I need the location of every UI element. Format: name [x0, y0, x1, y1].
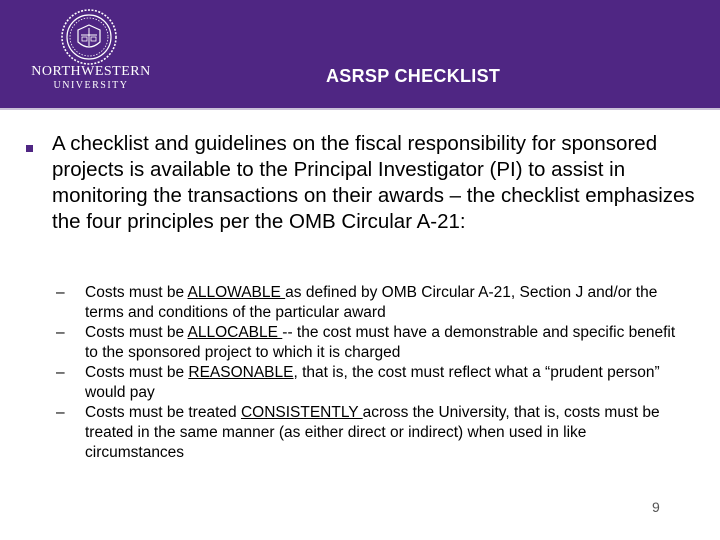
item-keyword: CONSISTENTLY: [240, 404, 363, 421]
item-prefix: Costs must be: [85, 324, 188, 341]
dash-bullet-icon: –: [56, 364, 65, 381]
square-bullet-icon: [26, 145, 33, 152]
logo-subtitle: UNIVERSITY: [53, 80, 129, 91]
item-suffix: , that is, the cost must reflect what a “prudent person” would pay: [85, 364, 660, 401]
university-seal-icon: [60, 8, 118, 66]
item-keyword: REASONABLE: [188, 364, 294, 381]
item-prefix: Costs must be treated: [85, 404, 241, 421]
page-number: 9: [652, 499, 660, 515]
dash-bullet-icon: –: [56, 284, 65, 301]
item-prefix: Costs must be: [85, 284, 188, 301]
slide-title: ASRSP CHECKLIST: [326, 66, 501, 86]
item-suffix: across the University, that is, costs must be treated in the same manner (as either direct or indirect) when used in like circumstances: [85, 404, 660, 461]
item-keyword: ALLOCABLE: [187, 324, 283, 341]
logo-wordmark: NORTHWESTERN: [31, 64, 151, 79]
principle-allocable: [56, 323, 676, 363]
header-divider: [0, 108, 720, 110]
principle-consistently: [56, 403, 676, 463]
item-keyword: ALLOWABLE: [187, 284, 286, 301]
header-bar: [0, 0, 720, 108]
item-prefix: Costs must be: [85, 364, 189, 381]
dash-bullet-icon: –: [56, 404, 65, 421]
main-bullet-text: A checklist and guidelines on the fiscal responsibility for sponsored projects is available to the Principal Investigator (PI) to assist in monitoring the transactions on their awards – the checklist emphasizes the four principles per the OMB Circular A-21:: [52, 132, 695, 233]
principle-allowable: [56, 283, 676, 323]
dash-bullet-icon: –: [56, 324, 65, 341]
item-suffix: as defined by OMB Circular A-21, Section J and/or the terms and conditions of the particular award: [85, 284, 658, 321]
principle-reasonable: [56, 363, 676, 403]
principles-list: [56, 283, 676, 463]
item-suffix: -- the cost must have a demonstrable and specific benefit to the sponsored project to which it is charged: [85, 324, 676, 361]
